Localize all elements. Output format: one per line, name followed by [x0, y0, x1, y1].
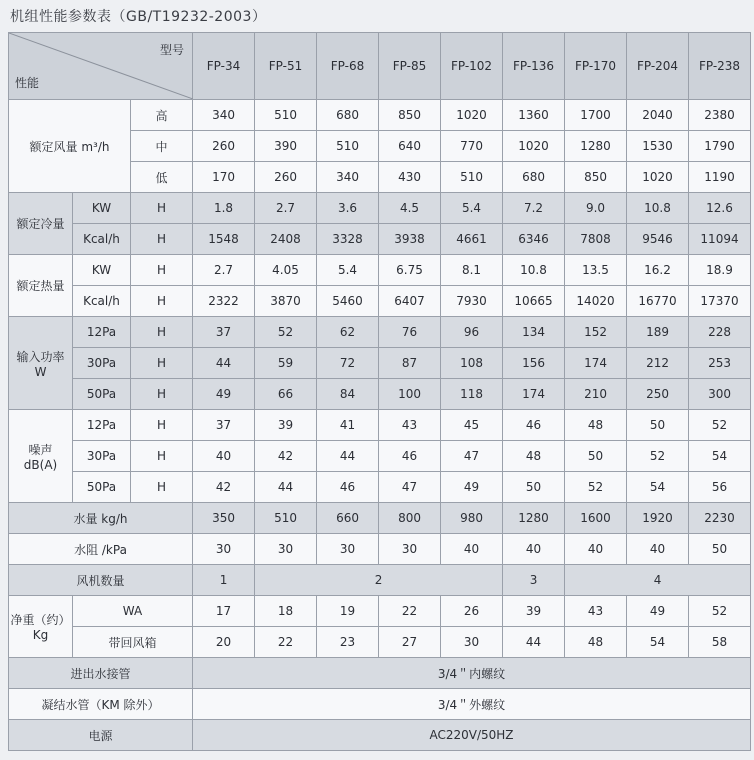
value-cell: 18	[255, 596, 317, 627]
model-header-cell: FP-136	[503, 33, 565, 100]
model-header-cell: FP-68	[317, 33, 379, 100]
value-cell: 108	[441, 348, 503, 379]
header-row	[9, 33, 751, 100]
power-row	[9, 317, 751, 348]
inlet-label: 进出水接管	[9, 658, 193, 689]
value-cell: 49	[441, 472, 503, 503]
value-cell: 980	[441, 503, 503, 534]
heating-row	[9, 286, 751, 317]
speed-cell: H	[131, 286, 193, 317]
value-cell: 3328	[317, 224, 379, 255]
value-cell: 1600	[565, 503, 627, 534]
pressure-cell: 50Pa	[73, 472, 131, 503]
value-cell: 16770	[627, 286, 689, 317]
value-cell: 8.1	[441, 255, 503, 286]
value-cell: 2040	[627, 100, 689, 131]
value-cell: 250	[627, 379, 689, 410]
type-cell: WA	[73, 596, 193, 627]
value-cell: 44	[317, 441, 379, 472]
value-cell: 2380	[689, 100, 751, 131]
heating-label: 额定热量	[9, 255, 73, 317]
drain-row	[9, 689, 751, 720]
value-cell: 156	[503, 348, 565, 379]
value-cell: 1280	[565, 131, 627, 162]
value-cell: 1530	[627, 131, 689, 162]
cooling-row	[9, 224, 751, 255]
value-cell: 66	[255, 379, 317, 410]
power-label-line2: W	[34, 364, 47, 379]
value-cell: 20	[193, 627, 255, 658]
value-cell: 118	[441, 379, 503, 410]
speed-cell: H	[131, 379, 193, 410]
value-cell: 11094	[689, 224, 751, 255]
value-cell: 52	[565, 472, 627, 503]
pressure-cell: 30Pa	[73, 348, 131, 379]
unit-cell: Kcal/h	[73, 286, 131, 317]
value-cell: 52	[627, 441, 689, 472]
value-cell: 50	[627, 410, 689, 441]
pressure-cell: 12Pa	[73, 410, 131, 441]
value-cell: 58	[689, 627, 751, 658]
value-cell: 42	[193, 472, 255, 503]
value-cell: 72	[317, 348, 379, 379]
speed-cell: H	[131, 224, 193, 255]
fan-count-cell: 4	[565, 565, 751, 596]
value-cell: 2322	[193, 286, 255, 317]
value-cell: 43	[565, 596, 627, 627]
value-cell: 1020	[503, 131, 565, 162]
value-cell: 6.75	[379, 255, 441, 286]
value-cell: 50	[565, 441, 627, 472]
water-resistance-row	[9, 534, 751, 565]
value-cell: 52	[689, 596, 751, 627]
value-cell: 50	[689, 534, 751, 565]
value-cell: 170	[193, 162, 255, 193]
net-weight-row	[9, 627, 751, 658]
value-cell: 39	[503, 596, 565, 627]
speed-cell: 低	[131, 162, 193, 193]
value-cell: 40	[441, 534, 503, 565]
value-cell: 9.0	[565, 193, 627, 224]
speed-cell: 中	[131, 131, 193, 162]
net-weight-label-line2: Kg	[32, 628, 49, 642]
fan-count-label: 风机数量	[9, 565, 193, 596]
value-cell: 45	[441, 410, 503, 441]
noise-label-line1: 噪声	[28, 442, 53, 457]
value-cell: 340	[317, 162, 379, 193]
value-cell: 48	[565, 627, 627, 658]
power-label	[9, 317, 73, 410]
model-header-cell: FP-170	[565, 33, 627, 100]
value-cell: 5460	[317, 286, 379, 317]
water-flow-label: 水量 kg/h	[9, 503, 193, 534]
value-cell: 46	[379, 441, 441, 472]
value-cell: 510	[255, 100, 317, 131]
fan-count-row	[9, 565, 751, 596]
value-cell: 2.7	[255, 193, 317, 224]
airflow-label: 额定风量 m³/h	[9, 100, 131, 193]
value-cell: 3870	[255, 286, 317, 317]
value-cell: 134	[503, 317, 565, 348]
value-cell: 37	[193, 410, 255, 441]
value-cell: 510	[255, 503, 317, 534]
value-cell: 174	[565, 348, 627, 379]
model-header-cell: FP-204	[627, 33, 689, 100]
value-cell: 18.9	[689, 255, 751, 286]
value-cell: 6407	[379, 286, 441, 317]
value-cell: 2408	[255, 224, 317, 255]
noise-label-line2: dB(A)	[23, 457, 58, 472]
pressure-cell: 12Pa	[73, 317, 131, 348]
power-supply-row	[9, 720, 751, 751]
value-cell: 50	[503, 472, 565, 503]
value-cell: 76	[379, 317, 441, 348]
speed-cell: H	[131, 255, 193, 286]
value-cell: 850	[379, 100, 441, 131]
value-cell: 174	[503, 379, 565, 410]
value-cell: 54	[627, 627, 689, 658]
speed-cell: H	[131, 441, 193, 472]
value-cell: 46	[503, 410, 565, 441]
value-cell: 49	[627, 596, 689, 627]
value-cell: 4.05	[255, 255, 317, 286]
value-cell: 10.8	[503, 255, 565, 286]
value-cell: 152	[565, 317, 627, 348]
value-cell: 96	[441, 317, 503, 348]
speed-cell: H	[131, 193, 193, 224]
value-cell: 680	[503, 162, 565, 193]
speed-cell: H	[131, 410, 193, 441]
type-cell: 带回风箱	[73, 627, 193, 658]
value-cell: 850	[565, 162, 627, 193]
value-cell: 212	[627, 348, 689, 379]
drain-value: 3/4＂外螺纹	[193, 689, 751, 720]
value-cell: 17	[193, 596, 255, 627]
value-cell: 228	[689, 317, 751, 348]
noise-row	[9, 472, 751, 503]
pressure-cell: 30Pa	[73, 441, 131, 472]
value-cell: 26	[441, 596, 503, 627]
value-cell: 1.8	[193, 193, 255, 224]
value-cell: 42	[255, 441, 317, 472]
unit-cell: KW	[73, 255, 131, 286]
value-cell: 4.5	[379, 193, 441, 224]
value-cell: 1020	[441, 100, 503, 131]
value-cell: 84	[317, 379, 379, 410]
value-cell: 52	[689, 410, 751, 441]
speed-cell: H	[131, 317, 193, 348]
value-cell: 3.6	[317, 193, 379, 224]
noise-label	[9, 410, 73, 503]
model-header-cell: FP-51	[255, 33, 317, 100]
value-cell: 260	[193, 131, 255, 162]
power-row	[9, 379, 751, 410]
value-cell: 54	[689, 441, 751, 472]
net-weight-label-line1: 净重（约）	[10, 613, 71, 627]
value-cell: 10665	[503, 286, 565, 317]
speed-cell: H	[131, 348, 193, 379]
value-cell: 4661	[441, 224, 503, 255]
power-label-line1: 输入功率	[16, 349, 65, 364]
value-cell: 40	[503, 534, 565, 565]
value-cell: 52	[255, 317, 317, 348]
value-cell: 1548	[193, 224, 255, 255]
value-cell: 56	[689, 472, 751, 503]
value-cell: 40	[565, 534, 627, 565]
value-cell: 770	[441, 131, 503, 162]
water-flow-row	[9, 503, 751, 534]
fan-count-cell: 2	[255, 565, 503, 596]
value-cell: 680	[317, 100, 379, 131]
value-cell: 41	[317, 410, 379, 441]
value-cell: 30	[193, 534, 255, 565]
page-title: 机组性能参数表（GB/T19232-2003）	[10, 9, 267, 25]
value-cell: 7930	[441, 286, 503, 317]
value-cell: 640	[379, 131, 441, 162]
performance-header-label: 性能	[15, 76, 40, 90]
value-cell: 2230	[689, 503, 751, 534]
value-cell: 10.8	[627, 193, 689, 224]
noise-row	[9, 410, 751, 441]
value-cell: 5.4	[317, 255, 379, 286]
value-cell: 1280	[503, 503, 565, 534]
value-cell: 44	[193, 348, 255, 379]
value-cell: 19	[317, 596, 379, 627]
value-cell: 1190	[689, 162, 751, 193]
value-cell: 2.7	[193, 255, 255, 286]
corner-header-cell	[9, 33, 193, 100]
value-cell: 1700	[565, 100, 627, 131]
value-cell: 660	[317, 503, 379, 534]
value-cell: 1920	[627, 503, 689, 534]
cooling-row	[9, 193, 751, 224]
value-cell: 44	[255, 472, 317, 503]
value-cell: 510	[441, 162, 503, 193]
value-cell: 6346	[503, 224, 565, 255]
value-cell: 23	[317, 627, 379, 658]
value-cell: 47	[441, 441, 503, 472]
value-cell: 430	[379, 162, 441, 193]
value-cell: 22	[255, 627, 317, 658]
inlet-value: 3/4＂内螺纹	[193, 658, 751, 689]
noise-row	[9, 441, 751, 472]
power-supply-label: 电源	[9, 720, 193, 751]
model-header-cell: FP-85	[379, 33, 441, 100]
fan-count-cell: 3	[503, 565, 565, 596]
power-row	[9, 348, 751, 379]
value-cell: 40	[193, 441, 255, 472]
value-cell: 1790	[689, 131, 751, 162]
power-supply-value: AC220V/50HZ	[193, 720, 751, 751]
speed-cell: 高	[131, 100, 193, 131]
value-cell: 27	[379, 627, 441, 658]
value-cell: 189	[627, 317, 689, 348]
value-cell: 3938	[379, 224, 441, 255]
value-cell: 16.2	[627, 255, 689, 286]
value-cell: 37	[193, 317, 255, 348]
value-cell: 800	[379, 503, 441, 534]
value-cell: 54	[627, 472, 689, 503]
value-cell: 30	[379, 534, 441, 565]
value-cell: 7808	[565, 224, 627, 255]
performance-table	[8, 32, 751, 751]
value-cell: 87	[379, 348, 441, 379]
model-header-label: 型号	[160, 43, 185, 57]
model-header-cell: FP-34	[193, 33, 255, 100]
speed-cell: H	[131, 472, 193, 503]
value-cell: 253	[689, 348, 751, 379]
net-weight-label	[9, 596, 73, 658]
value-cell: 510	[317, 131, 379, 162]
heating-row	[9, 255, 751, 286]
value-cell: 13.5	[565, 255, 627, 286]
airflow-row	[9, 100, 751, 131]
unit-cell: KW	[73, 193, 131, 224]
value-cell: 1360	[503, 100, 565, 131]
pressure-cell: 50Pa	[73, 379, 131, 410]
cooling-label: 额定冷量	[9, 193, 73, 255]
model-header-cell: FP-102	[441, 33, 503, 100]
value-cell: 300	[689, 379, 751, 410]
value-cell: 260	[255, 162, 317, 193]
value-cell: 17370	[689, 286, 751, 317]
net-weight-row	[9, 596, 751, 627]
value-cell: 30	[441, 627, 503, 658]
value-cell: 40	[627, 534, 689, 565]
value-cell: 44	[503, 627, 565, 658]
value-cell: 350	[193, 503, 255, 534]
fan-count-cell: 1	[193, 565, 255, 596]
value-cell: 22	[379, 596, 441, 627]
value-cell: 9546	[627, 224, 689, 255]
value-cell: 30	[317, 534, 379, 565]
value-cell: 46	[317, 472, 379, 503]
value-cell: 340	[193, 100, 255, 131]
value-cell: 12.6	[689, 193, 751, 224]
value-cell: 47	[379, 472, 441, 503]
value-cell: 14020	[565, 286, 627, 317]
unit-cell: Kcal/h	[73, 224, 131, 255]
value-cell: 48	[503, 441, 565, 472]
value-cell: 5.4	[441, 193, 503, 224]
inlet-row	[9, 658, 751, 689]
value-cell: 210	[565, 379, 627, 410]
value-cell: 39	[255, 410, 317, 441]
value-cell: 49	[193, 379, 255, 410]
value-cell: 100	[379, 379, 441, 410]
value-cell: 43	[379, 410, 441, 441]
drain-label: 凝结水管（KM 除外）	[9, 689, 193, 720]
value-cell: 1020	[627, 162, 689, 193]
value-cell: 390	[255, 131, 317, 162]
value-cell: 7.2	[503, 193, 565, 224]
value-cell: 59	[255, 348, 317, 379]
value-cell: 48	[565, 410, 627, 441]
value-cell: 62	[317, 317, 379, 348]
model-header-cell: FP-238	[689, 33, 751, 100]
value-cell: 30	[255, 534, 317, 565]
water-resistance-label: 水阻 /kPa	[9, 534, 193, 565]
